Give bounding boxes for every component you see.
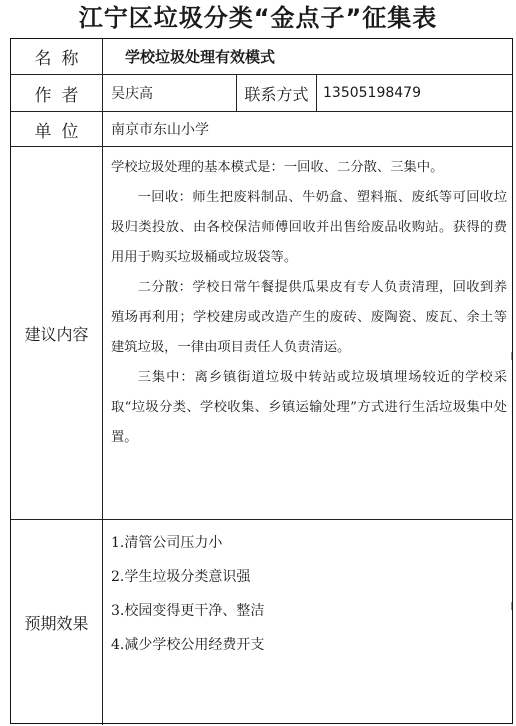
suggestion-paragraph: 二分散：学校日常午餐提供瓜果皮有专人负责清理，回收到养殖场再利用；学校建房或改造产生的废砖、废陶瓷、废瓦、余土等建筑垃圾，一律由项目责任人负责清运。 (111, 280, 507, 355)
effect-label: 预期效果 (24, 613, 89, 633)
author-value: 吴庆高 (111, 86, 153, 102)
suggestion-paragraph: 学校垃圾处理的基本模式是：一回收、二分散、三集中。 (111, 160, 444, 175)
effect-item: 3.校园变得更干净、整洁 (111, 603, 265, 619)
unit-value: 南京市东山小学 (111, 122, 209, 138)
effect-list (103, 520, 513, 724)
edge-mark (511, 602, 516, 610)
suggestion-content (103, 147, 513, 519)
name-value: 学校垃圾处理有效模式 (125, 48, 276, 66)
edge-mark (511, 352, 516, 360)
contact-label: 联系方式 (244, 84, 309, 104)
author-label: 作者 (34, 85, 89, 106)
unit-label: 单位 (34, 121, 89, 142)
suggestion-paragraph: 一回收：师生把废料制品、牛奶盒、塑料瓶、废纸等可回收垃圾归类投放、由各校保洁师傅回收并出售给废品收购站。获得的费用用于购买垃圾桶或垃圾袋等。 (111, 190, 507, 265)
form-title: 江宁区垃圾分类“金点子”征集表 (78, 4, 438, 32)
effect-item: 1.清管公司压力小 (111, 535, 223, 551)
contact-value: 13505198479 (323, 85, 421, 101)
effect-item: 2.学生垃圾分类意识强 (111, 569, 251, 585)
suggestion-paragraph: 三集中：离乡镇街道垃圾中转站或垃圾填埋场较近的学校采取“垃圾分类、学校收集、乡镇运输处理”方式进行生活垃圾集中处置。 (111, 370, 507, 445)
collection-form-table (10, 38, 513, 724)
name-label: 名称 (34, 49, 89, 69)
effect-item: 4.减少学校公用经费开支 (111, 637, 265, 653)
suggestion-label: 建议内容 (24, 324, 89, 344)
